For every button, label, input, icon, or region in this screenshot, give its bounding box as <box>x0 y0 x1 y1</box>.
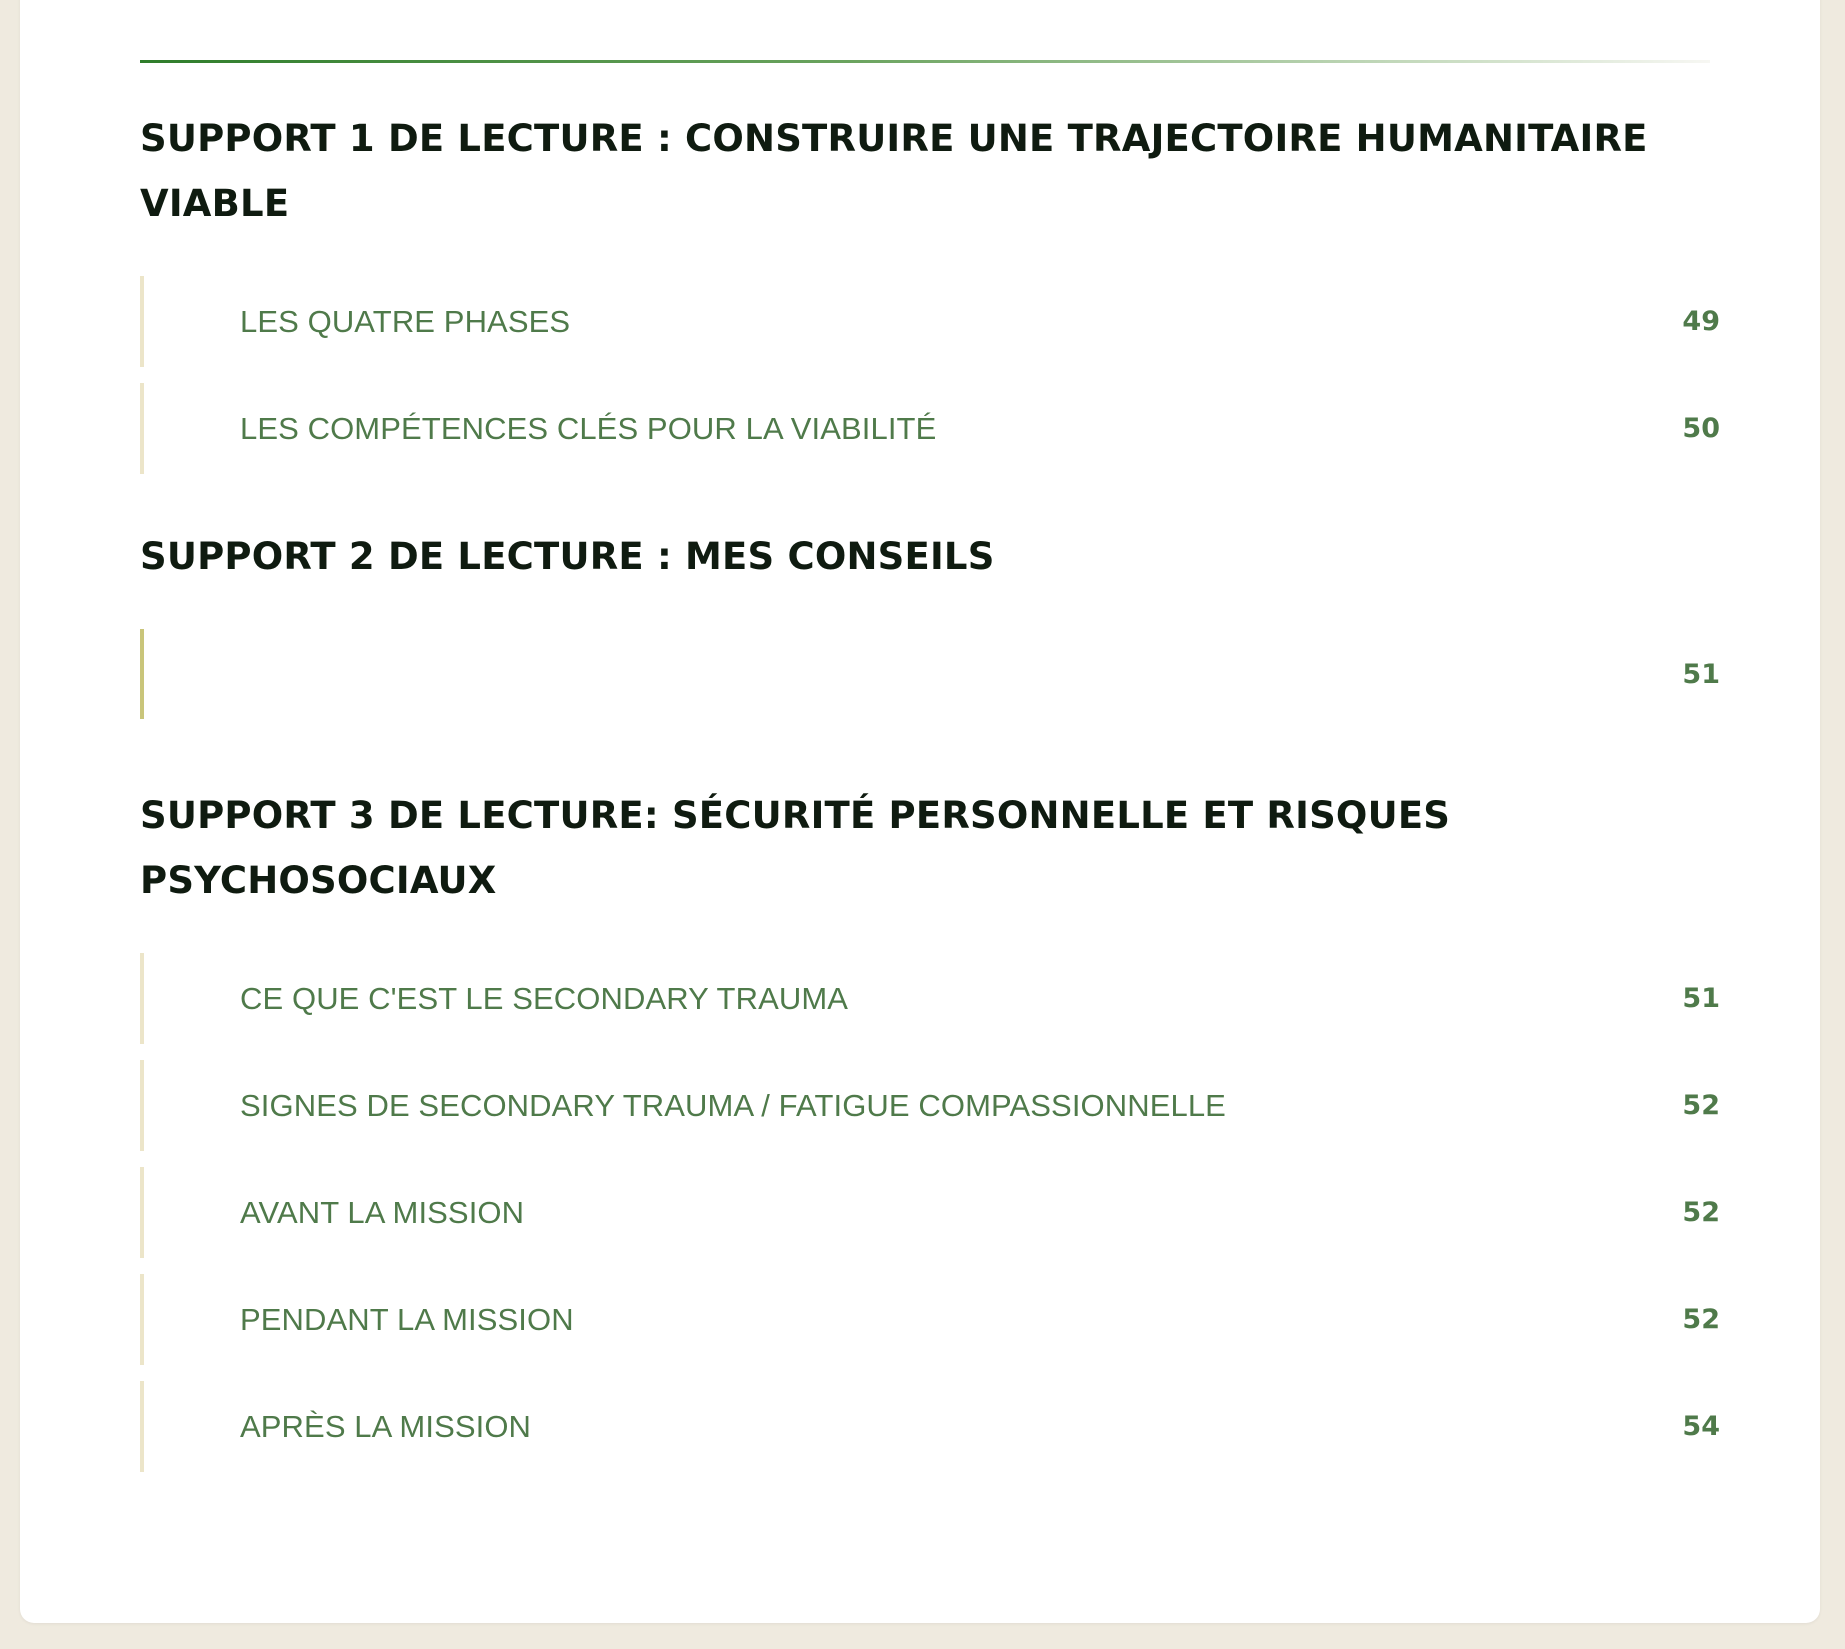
toc-entry[interactable] <box>140 383 1720 474</box>
section-entries-support-2 <box>140 629 1720 719</box>
header-divider <box>140 60 1710 63</box>
toc-entry-label: AVANT LA MISSION <box>240 1194 525 1230</box>
toc-entry[interactable] <box>140 953 1720 1044</box>
toc-entry-page: 50 <box>1682 413 1720 444</box>
toc-entry-label: CE QUE C'EST LE SECONDARY TRAUMA <box>240 980 849 1016</box>
section-entries-support-1 <box>140 276 1720 474</box>
section-title-support-1: SUPPORT 1 DE LECTURE : CONSTRUIRE UNE TRAJECTOIRE HUMANITAIRE VIABLE <box>140 117 1648 225</box>
toc-content <box>140 106 1720 1472</box>
toc-entry-label: PENDANT LA MISSION <box>240 1301 574 1337</box>
toc-entry-label: SIGNES DE SECONDARY TRAUMA / FATIGUE COMPASSIONNELLE <box>240 1087 1226 1123</box>
toc-entry-label: APRÈS LA MISSION <box>240 1408 532 1444</box>
toc-entry-page: 51 <box>1682 658 1720 690</box>
toc-entry-page: 52 <box>1682 1090 1720 1121</box>
toc-entry-page: 52 <box>1682 1197 1720 1228</box>
toc-entry-page: 49 <box>1682 306 1720 337</box>
toc-entry-label: LES COMPÉTENCES CLÉS POUR LA VIABILITÉ <box>240 410 937 446</box>
toc-entry-page: 54 <box>1682 1411 1720 1442</box>
toc-entry-page: 51 <box>1682 983 1720 1014</box>
section-title-support-3: SUPPORT 3 DE LECTURE: SÉCURITÉ PERSONNELLE ET RISQUES PSYCHOSOCIAUX <box>140 794 1451 902</box>
toc-entry[interactable] <box>140 276 1720 367</box>
toc-entry[interactable] <box>140 1167 1720 1258</box>
toc-entry[interactable] <box>140 1381 1720 1472</box>
section-entries-support-3 <box>140 953 1720 1472</box>
toc-entry[interactable] <box>140 629 1720 719</box>
toc-entry-label: LES QUATRE PHASES <box>240 303 571 339</box>
toc-entry-page: 52 <box>1682 1304 1720 1335</box>
toc-entry[interactable] <box>140 1274 1720 1365</box>
section-title-support-2: SUPPORT 2 DE LECTURE : MES CONSEILS <box>140 535 995 578</box>
toc-entry[interactable] <box>140 1060 1720 1151</box>
table-of-contents-card <box>20 0 1820 1623</box>
